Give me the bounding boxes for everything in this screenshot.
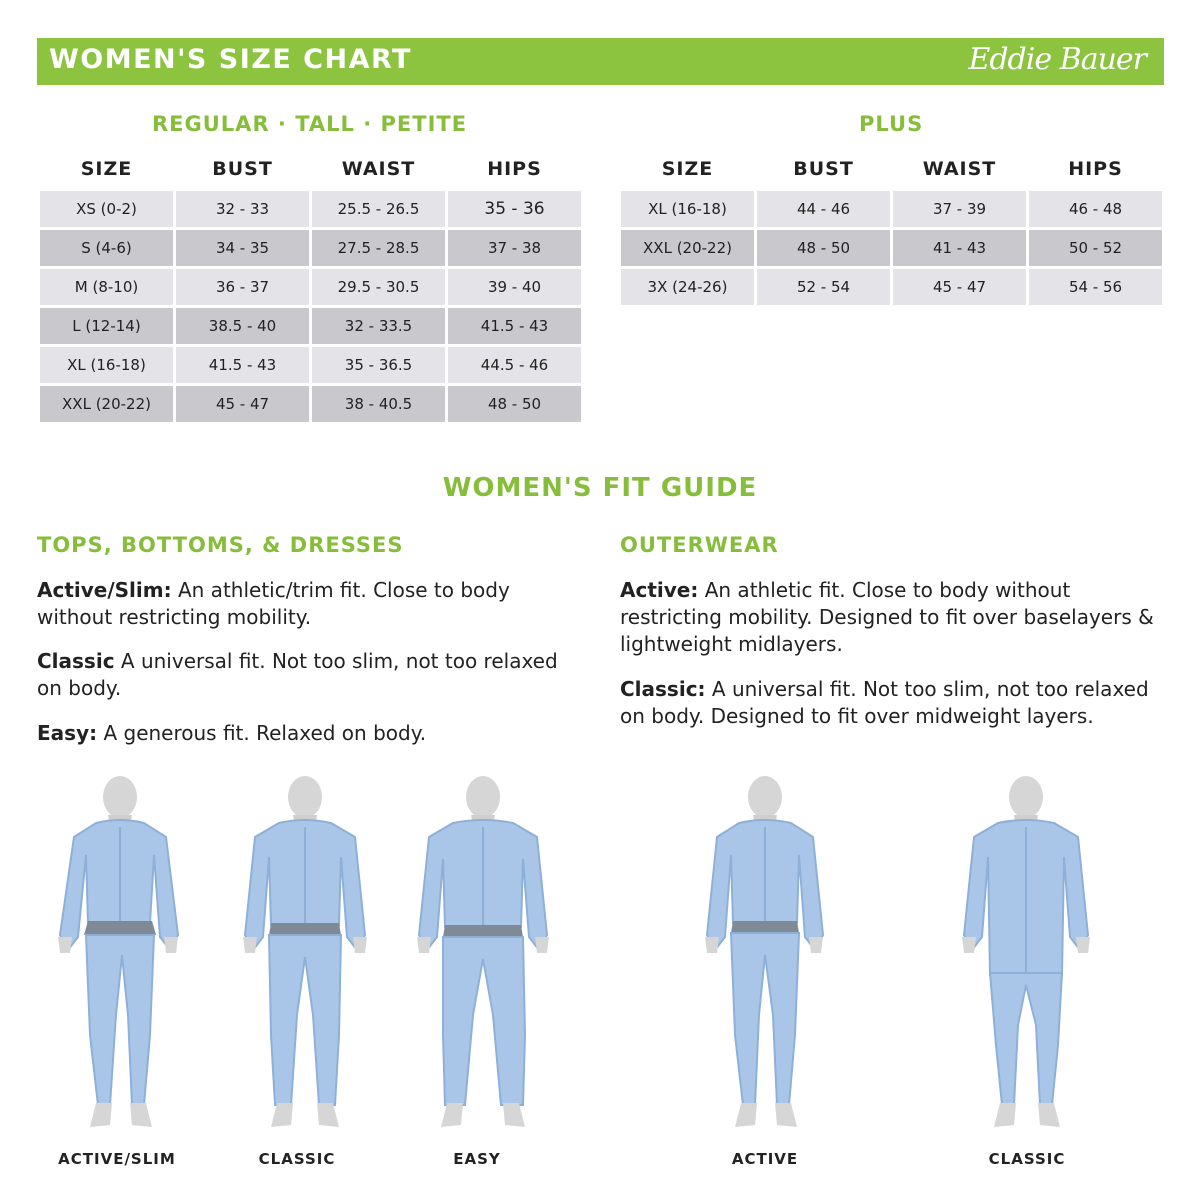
figure-label-classic: CLASSIC xyxy=(258,1150,336,1168)
column-header-waist: WAIST xyxy=(341,158,416,180)
outerwear-description-active xyxy=(620,577,1165,658)
size-cell: L (12-14) xyxy=(40,308,173,344)
regular-table-subtitle: REGULAR · TALL · PETITE xyxy=(152,112,468,136)
outerwear-classic-figure-icon xyxy=(946,775,1106,1145)
bust-cell: 48 - 50 xyxy=(757,230,890,266)
fit-text: A universal fit. Not too slim, not too relaxed on body. Designed to fit over midweight layers. xyxy=(620,677,1149,728)
active-slim-figure-icon xyxy=(38,775,198,1145)
fit-text: An athletic fit. Close to body without restricting mobility. Designed to fit over baselayers & lightweight midlayers. xyxy=(620,578,1154,656)
table-row xyxy=(40,230,581,266)
table-row xyxy=(621,269,1162,305)
tops-description-classic xyxy=(37,648,587,702)
hips-cell: 46 - 48 xyxy=(1029,191,1162,227)
easy-figure-icon xyxy=(405,775,565,1145)
column-header-size: SIZE xyxy=(80,158,133,180)
fit-term: Easy: xyxy=(37,721,98,745)
size-cell: S (4-6) xyxy=(40,230,173,266)
waist-cell: 41 - 43 xyxy=(893,230,1026,266)
table-row xyxy=(621,191,1162,227)
outerwear-active-figure-icon xyxy=(683,775,843,1145)
figure-label-easy: EASY xyxy=(453,1150,501,1168)
bust-cell: 36 - 37 xyxy=(176,269,309,305)
column-header-size: SIZE xyxy=(661,158,714,180)
table-row xyxy=(621,230,1162,266)
tops-description-easy xyxy=(37,720,587,747)
column-header-bust: BUST xyxy=(793,158,854,180)
fit-text: An athletic/trim fit. Close to body without restricting mobility. xyxy=(37,578,510,629)
bust-cell: 45 - 47 xyxy=(176,386,309,422)
waist-cell: 45 - 47 xyxy=(893,269,1026,305)
bust-cell: 52 - 54 xyxy=(757,269,890,305)
waist-cell: 29.5 - 30.5 xyxy=(312,269,445,305)
fit-text: A generous fit. Relaxed on body. xyxy=(97,721,427,745)
classic-figure-icon xyxy=(225,775,385,1145)
size-cell: XL (16-18) xyxy=(40,347,173,383)
column-header-bust: BUST xyxy=(212,158,273,180)
tops-description-active xyxy=(37,577,587,631)
header-banner xyxy=(37,38,1164,85)
hips-cell: 50 - 52 xyxy=(1029,230,1162,266)
size-cell: M (8-10) xyxy=(40,269,173,305)
figure-label-outerwear-active: ACTIVE xyxy=(731,1150,799,1168)
column-header-waist: WAIST xyxy=(922,158,997,180)
table-row xyxy=(40,191,581,227)
tops-heading: TOPS, BOTTOMS, & DRESSES xyxy=(37,533,404,557)
waist-cell: 35 - 36.5 xyxy=(312,347,445,383)
waist-cell: 38 - 40.5 xyxy=(312,386,445,422)
table-row xyxy=(40,269,581,305)
bust-cell: 38.5 - 40 xyxy=(176,308,309,344)
bust-cell: 34 - 35 xyxy=(176,230,309,266)
hips-cell: 44.5 - 46 xyxy=(448,347,581,383)
waist-cell: 32 - 33.5 xyxy=(312,308,445,344)
fit-term: Classic: xyxy=(620,677,706,701)
size-cell: XS (0-2) xyxy=(40,191,173,227)
brand-logo: Eddie Bauer xyxy=(968,42,1146,77)
waist-cell: 25.5 - 26.5 xyxy=(312,191,445,227)
fit-guide-title: WOMEN'S FIT GUIDE xyxy=(442,473,758,503)
size-cell: 3X (24-26) xyxy=(621,269,754,305)
waist-cell: 27.5 - 28.5 xyxy=(312,230,445,266)
hips-cell: 48 - 50 xyxy=(448,386,581,422)
outerwear-heading: OUTERWEAR xyxy=(620,533,779,557)
bust-cell: 32 - 33 xyxy=(176,191,309,227)
size-cell: XXL (20-22) xyxy=(621,230,754,266)
fit-term: Classic xyxy=(37,649,115,673)
hips-cell: 35 - 36 xyxy=(448,191,581,227)
table-row xyxy=(40,347,581,383)
waist-cell: 37 - 39 xyxy=(893,191,1026,227)
outerwear-description-classic xyxy=(620,676,1165,730)
fit-text: A universal fit. Not too slim, not too relaxed on body. xyxy=(37,649,558,700)
bust-cell: 41.5 - 43 xyxy=(176,347,309,383)
regular-size-table xyxy=(37,147,584,425)
table-row xyxy=(40,308,581,344)
plus-table-subtitle: PLUS xyxy=(859,112,924,136)
plus-size-table xyxy=(618,147,1165,308)
bust-cell: 44 - 46 xyxy=(757,191,890,227)
hips-cell: 37 - 38 xyxy=(448,230,581,266)
column-header-hips: HIPS xyxy=(487,158,542,180)
page-title: WOMEN'S SIZE CHART xyxy=(49,44,412,75)
column-header-hips: HIPS xyxy=(1068,158,1123,180)
size-cell: XL (16-18) xyxy=(621,191,754,227)
size-cell: XXL (20-22) xyxy=(40,386,173,422)
fit-term: Active: xyxy=(620,578,699,602)
hips-cell: 41.5 - 43 xyxy=(448,308,581,344)
hips-cell: 54 - 56 xyxy=(1029,269,1162,305)
fit-term: Active/Slim: xyxy=(37,578,172,602)
hips-cell: 39 - 40 xyxy=(448,269,581,305)
figure-label-outerwear-classic: CLASSIC xyxy=(988,1150,1066,1168)
table-row xyxy=(40,386,581,422)
figure-label-active-slim: ACTIVE/SLIM xyxy=(58,1150,176,1168)
